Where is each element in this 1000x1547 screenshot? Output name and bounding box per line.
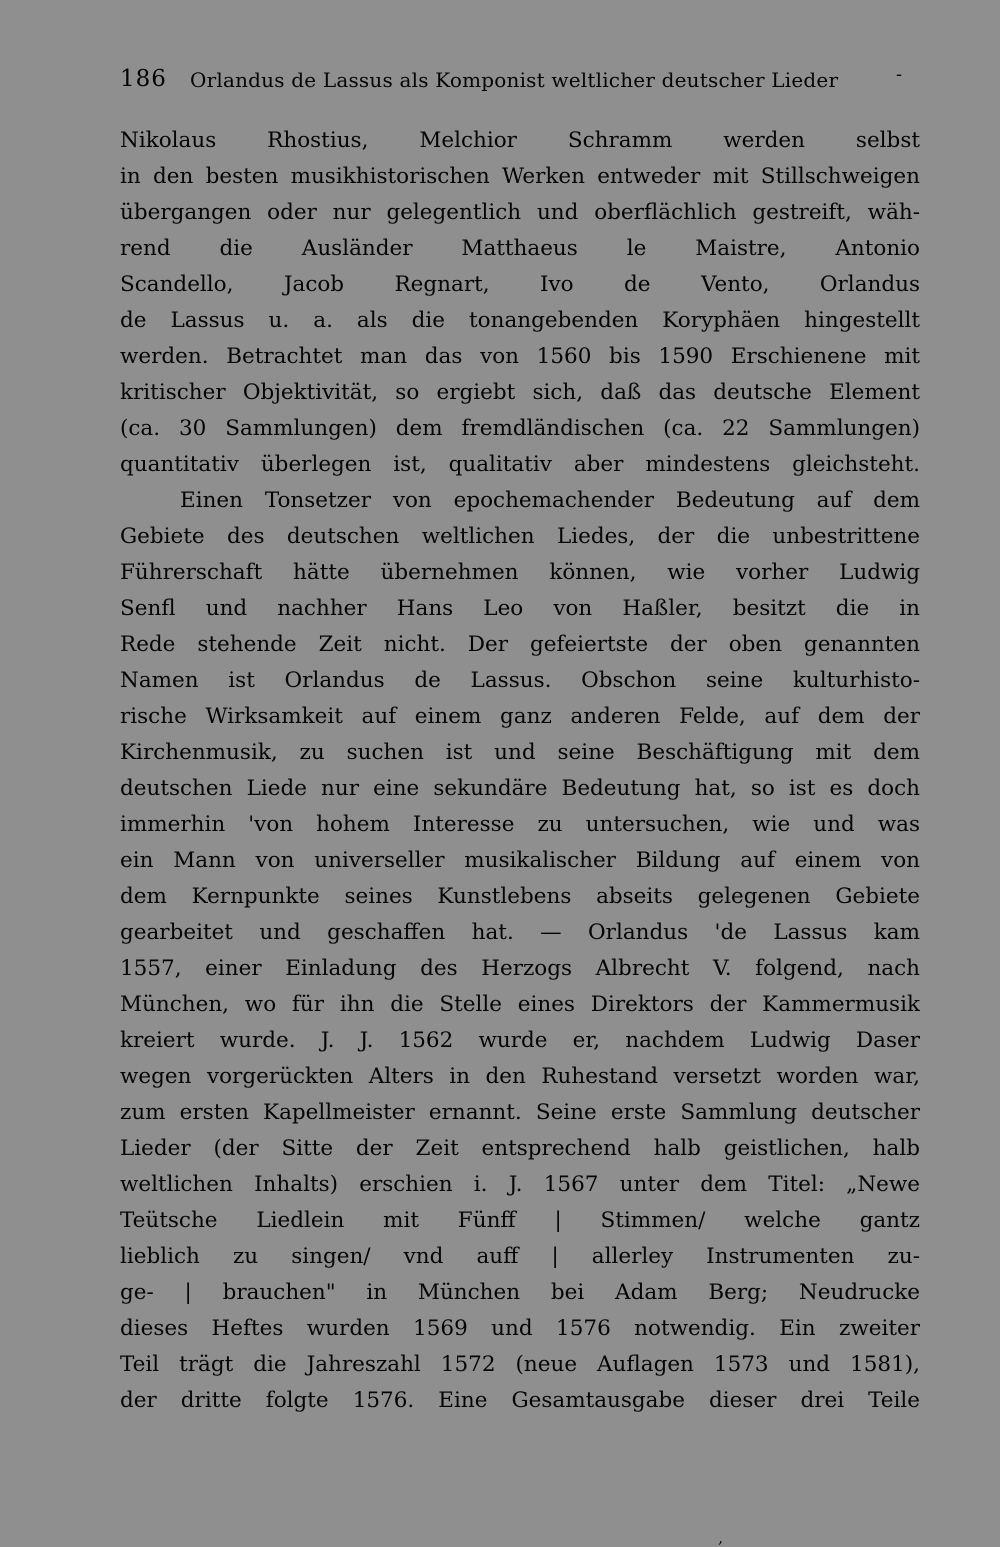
text-line: quantitativ überlegen ist, qualitativ aber mindestens gleichsteht.	[120, 452, 920, 477]
text-line: Lieder (der Sitte der Zeit entsprechend halb geistlichen, halb	[120, 1136, 920, 1161]
text-line: de Lassus u. a. als die tonangebenden Koryphäen hingestellt	[120, 308, 920, 333]
text-line: dieses Heftes wurden 1569 und 1576 notwendig. Ein zweiter	[120, 1316, 920, 1341]
text-line: immerhin 'von hohem Interesse zu untersuchen, wie und was	[120, 812, 920, 837]
text-line: Scandello, Jacob Regnart, Ivo de Vento, Orlandus	[120, 272, 920, 297]
text-line: 1557, einer Einladung des Herzogs Albrecht V. folgend, nach	[120, 956, 920, 981]
body-text	[120, 124, 920, 1434]
text-line: Namen ist Orlandus de Lassus. Obschon seine kulturhisto-	[120, 668, 920, 693]
bottom-mark: ‚	[718, 1528, 724, 1547]
text-line: (ca. 30 Sammlungen) dem fremdländischen (ca. 22 Sammlungen)	[120, 416, 920, 441]
text-line: lieblich zu singen/ vnd auff | allerley Instrumenten zu-	[120, 1244, 920, 1269]
text-line: werden. Betrachtet man das von 1560 bis 1590 Erschienene mit	[120, 344, 920, 369]
text-line: deutschen Liede nur eine sekundäre Bedeutung hat, so ist es doch	[120, 776, 920, 801]
text-line: kreiert wurde. J. J. 1562 wurde er, nachdem Ludwig Daser	[120, 1028, 920, 1053]
text-line: weltlichen Inhalts) erschien i. J. 1567 unter dem Titel: „Newe	[120, 1172, 920, 1197]
paragraph-start-line: Einen Tonsetzer von epochemachender Bedeutung auf dem	[180, 488, 920, 513]
running-title: Orlandus de Lassus als Komponist weltlicher deutscher Lieder	[190, 68, 839, 92]
page-number: 186	[120, 66, 167, 92]
text-line: rische Wirksamkeit auf einem ganz anderen Felde, auf dem der	[120, 704, 920, 729]
text-line: wegen vorgerückten Alters in den Ruhestand versetzt worden war,	[120, 1064, 920, 1089]
text-line: kritischer Objektivität, so ergiebt sich, daß das deutsche Element	[120, 380, 920, 405]
text-line: zum ersten Kapellmeister ernannt. Seine erste Sammlung deutscher	[120, 1100, 920, 1125]
text-line: in den besten musikhistorischen Werken entweder mit Stillschweigen	[120, 164, 920, 189]
text-line: Teil trägt die Jahreszahl 1572 (neue Auflagen 1573 und 1581),	[120, 1352, 920, 1377]
text-line: der dritte folgte 1576. Eine Gesamtausgabe dieser drei Teile	[120, 1388, 920, 1413]
text-line: übergangen oder nur gelegentlich und oberflächlich gestreift, wäh-	[120, 200, 920, 225]
text-line: Senfl und nachher Hans Leo von Haßler, besitzt die in	[120, 596, 920, 621]
text-line: Kirchenmusik, zu suchen ist und seine Beschäftigung mit dem	[120, 740, 920, 765]
text-line: Teütsche Liedlein mit Fünff | Stimmen/ welche gantz	[120, 1208, 920, 1233]
header-mark: -	[896, 64, 903, 85]
text-line: ge- | brauchen" in München bei Adam Berg; Neudrucke	[120, 1280, 920, 1305]
text-line: gearbeitet und geschaffen hat. — Orlandus 'de Lassus kam	[120, 920, 920, 945]
text-line: München, wo für ihn die Stelle eines Direktors der Kammermusik	[120, 992, 920, 1017]
text-line: Nikolaus Rhostius, Melchior Schramm werden selbst	[120, 128, 920, 153]
text-line: ein Mann von universeller musikalischer Bildung auf einem von	[120, 848, 920, 873]
page-header	[120, 60, 920, 100]
text-line: Gebiete des deutschen weltlichen Liedes, der die unbestrittene	[120, 524, 920, 549]
text-line: rend die Ausländer Matthaeus le Maistre, Antonio	[120, 236, 920, 261]
text-line: Führerschaft hätte übernehmen können, wie vorher Ludwig	[120, 560, 920, 585]
text-line: Rede stehende Zeit nicht. Der gefeiertste der oben genannten	[120, 632, 920, 657]
text-line: dem Kernpunkte seines Kunstlebens abseits gelegenen Gebiete	[120, 884, 920, 909]
